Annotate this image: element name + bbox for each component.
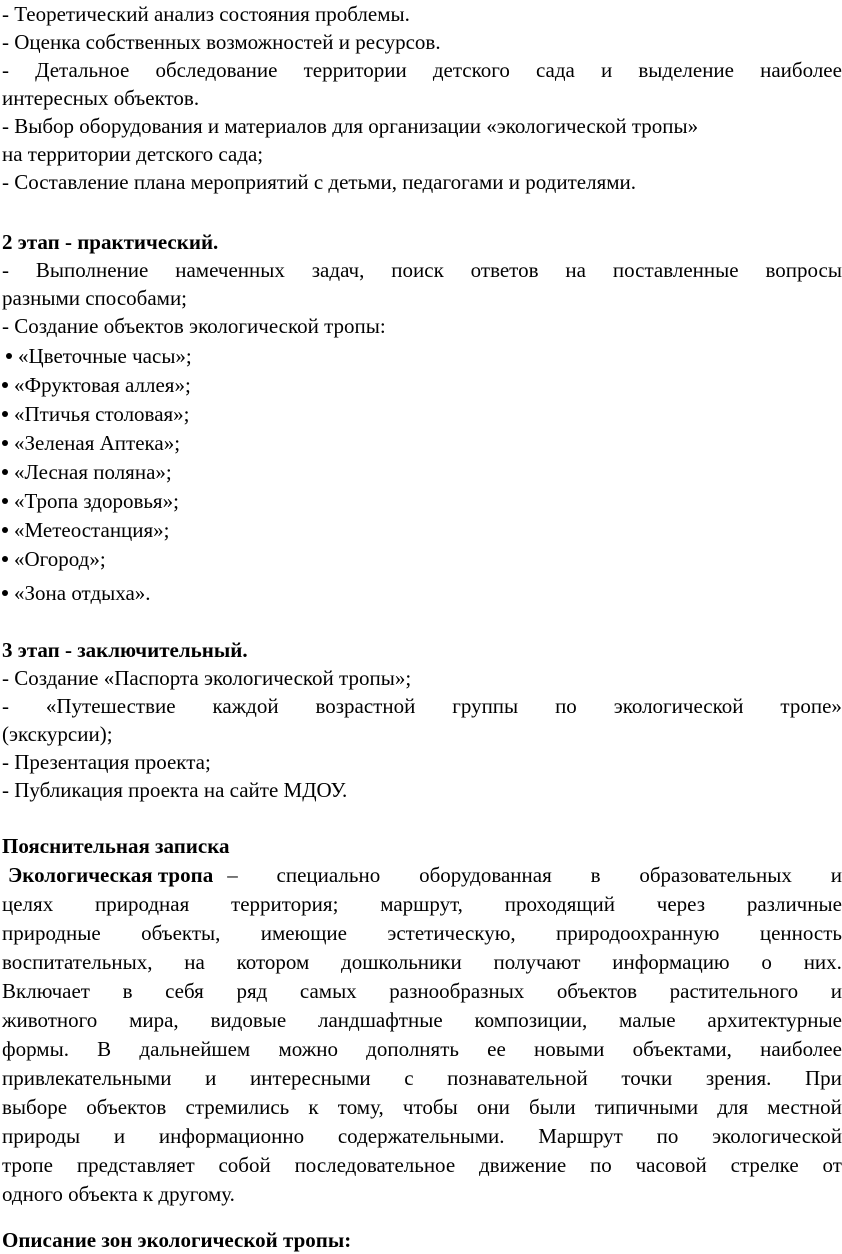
- word: –: [227, 863, 238, 887]
- word: содержательными.: [337, 1124, 505, 1148]
- section-heading-stage2: 2 этап - практический.: [2, 230, 219, 254]
- word: в: [122, 979, 133, 1003]
- word: выборе: [2, 1095, 68, 1119]
- word: намеченных: [175, 258, 285, 282]
- word: ландшафтные: [317, 1008, 443, 1032]
- text-line: - Публикация проекта на сайте МДОУ.: [2, 778, 348, 802]
- word: для: [717, 1095, 749, 1119]
- word: обследование: [155, 58, 278, 82]
- word: вопросы: [765, 258, 842, 282]
- word: ответов: [470, 258, 539, 282]
- word: оборудованная: [419, 863, 552, 887]
- justified-line: [2, 1093, 842, 1121]
- text-line: - Создание объектов экологической тропы:: [2, 314, 386, 338]
- word: движение: [478, 1153, 567, 1177]
- bullet-icon: [2, 382, 8, 388]
- word: образовательных: [639, 863, 792, 887]
- justified-line: [2, 256, 842, 284]
- word: природная: [94, 892, 190, 916]
- word: познавательной: [447, 1066, 588, 1090]
- word: различные: [746, 892, 842, 916]
- word: точки: [621, 1066, 673, 1090]
- word: них.: [803, 950, 842, 974]
- word: животного: [2, 1008, 98, 1032]
- word: наиболее: [760, 58, 842, 82]
- list-item-text: «Фруктовая аллея»;: [14, 373, 191, 397]
- justified-line: [2, 948, 842, 976]
- word: архитектурные: [707, 1008, 842, 1032]
- list-item: [2, 487, 179, 515]
- word: имеющие: [260, 921, 347, 945]
- word: природоохранную: [555, 921, 720, 945]
- word: интересными: [250, 1066, 371, 1090]
- word: типичными: [594, 1095, 699, 1119]
- bullet-icon: [2, 527, 8, 533]
- word: В: [97, 1037, 112, 1061]
- word: объектов: [86, 1095, 167, 1119]
- section-heading-stage3: 3 этап - заключительный.: [2, 638, 248, 662]
- justified-line: [2, 977, 842, 1005]
- word: дошкольники: [341, 950, 462, 974]
- word: объекты,: [141, 921, 221, 945]
- note-first-line: [8, 861, 842, 889]
- word: собой: [218, 1153, 271, 1177]
- word: на: [184, 950, 205, 974]
- word: тропе»: [780, 694, 842, 718]
- word: экологической: [712, 1124, 842, 1148]
- text-line: на территории детского сада;: [2, 142, 264, 166]
- word: получают: [493, 950, 581, 974]
- list-item-text: «Цветочные часы»;: [18, 344, 192, 368]
- bullet-icon: [2, 469, 8, 475]
- word: территории: [303, 58, 407, 82]
- word: выделение: [638, 58, 734, 82]
- word: последовательное: [294, 1153, 456, 1177]
- word: видовые: [210, 1008, 287, 1032]
- word: стремились: [185, 1095, 290, 1119]
- justified-words: [227, 861, 842, 889]
- justified-line: [2, 56, 842, 84]
- word: местной: [767, 1095, 842, 1119]
- text-line: интересных объектов.: [2, 86, 200, 110]
- word: ценность: [759, 921, 842, 945]
- list-item-text: «Тропа здоровья»;: [14, 489, 179, 513]
- list-item: [2, 458, 172, 486]
- word: природы: [2, 1124, 81, 1148]
- word: природные: [2, 921, 101, 945]
- bullet-icon: [6, 353, 12, 359]
- word: о: [761, 950, 772, 974]
- word: наиболее: [760, 1037, 842, 1061]
- word: мира,: [129, 1008, 179, 1032]
- word: объектами,: [632, 1037, 732, 1061]
- word: Выполнение: [35, 258, 149, 282]
- word: -: [2, 694, 9, 718]
- text-line: - Оценка собственных возможностей и ресурсов.: [2, 30, 441, 54]
- text-line: одного объекта к другому.: [2, 1182, 235, 1206]
- list-item-text: «Метеостанция»;: [14, 518, 170, 542]
- list-item: [2, 429, 180, 457]
- word: информацию: [612, 950, 730, 974]
- justified-line: [2, 1151, 842, 1179]
- word: целях: [2, 892, 54, 916]
- word: и: [113, 1124, 126, 1148]
- bullet-icon: [2, 411, 8, 417]
- text-line: - Составление плана мероприятий с детьми, педагогами и родителями.: [2, 170, 636, 194]
- list-item-text: «Зеленая Аптека»;: [14, 431, 181, 455]
- word: ряд: [236, 979, 268, 1003]
- word: и: [830, 863, 842, 887]
- word: от: [822, 1153, 842, 1177]
- word: -: [2, 58, 9, 82]
- word: можно: [278, 1037, 338, 1061]
- list-item: [2, 371, 191, 399]
- word: по: [656, 1124, 679, 1148]
- word: -: [2, 258, 9, 282]
- text-line: - Создание «Паспорта экологической тропы»;: [2, 666, 412, 690]
- bullet-icon: [2, 498, 8, 504]
- text-line: (экскурсии);: [2, 722, 113, 746]
- word: поиск: [391, 258, 444, 282]
- section-heading-zones: Описание зон экологической тропы:: [2, 1228, 352, 1252]
- text-line: - Выбор оборудования и материалов для организации «экологической тропы»: [2, 114, 699, 138]
- word: Детальное: [35, 58, 130, 82]
- word: маршрут,: [380, 892, 463, 916]
- word: в: [590, 863, 601, 887]
- word: на: [565, 258, 586, 282]
- word: композиции,: [474, 1008, 588, 1032]
- word: и: [205, 1066, 217, 1090]
- word: Включает: [2, 979, 90, 1003]
- word: котором: [236, 950, 310, 974]
- word: формы.: [2, 1037, 69, 1061]
- word: по: [590, 1153, 612, 1177]
- bullet-icon: [2, 556, 8, 562]
- word: по: [555, 694, 577, 718]
- justified-line: [2, 890, 842, 918]
- list-item: [2, 400, 190, 428]
- word: специально: [276, 863, 381, 887]
- list-item: [6, 342, 192, 370]
- list-item: [2, 579, 151, 607]
- list-item-text: «Огород»;: [14, 547, 106, 571]
- word: тропе: [2, 1153, 53, 1177]
- word: ее: [487, 1037, 506, 1061]
- list-item-text: «Лесная поляна»;: [14, 460, 172, 484]
- text-line: разными способами;: [2, 286, 188, 310]
- word: детского: [432, 58, 510, 82]
- list-item-text: «Птичья столовая»;: [14, 402, 190, 426]
- word: сада: [535, 58, 575, 82]
- word: новыми: [534, 1037, 605, 1061]
- word: они: [476, 1095, 510, 1119]
- word: поставленные: [612, 258, 739, 282]
- word: «Путешествие: [45, 694, 176, 718]
- justified-line: [2, 1122, 842, 1150]
- text-line: - Теоретический анализ состояния проблемы.: [2, 2, 410, 26]
- word: малые: [619, 1008, 676, 1032]
- word: Маршрут: [538, 1124, 623, 1148]
- section-heading-note: Пояснительная записка: [2, 834, 230, 858]
- list-item: [2, 516, 170, 544]
- word: При: [805, 1066, 842, 1090]
- list-item: [2, 545, 106, 573]
- word: часовой: [635, 1153, 707, 1177]
- word: себя: [165, 979, 204, 1003]
- word: чтобы: [402, 1095, 458, 1119]
- justified-line: [2, 1035, 842, 1063]
- word: дополнять: [366, 1037, 459, 1061]
- word: и: [830, 979, 842, 1003]
- text-line: - Презентация проекта;: [2, 750, 211, 774]
- word: через: [656, 892, 706, 916]
- word: и: [600, 58, 613, 82]
- word: дальнейшем: [139, 1037, 251, 1061]
- word: проходящий: [504, 892, 616, 916]
- bullet-icon: [2, 440, 8, 446]
- justified-line: [2, 1064, 842, 1092]
- list-item-text: «Зона отдыха».: [14, 581, 151, 605]
- word: информационно: [158, 1124, 305, 1148]
- word: были: [529, 1095, 576, 1119]
- word: экологической: [613, 694, 744, 718]
- word: воспитательных,: [2, 950, 153, 974]
- word: разнообразных: [389, 979, 525, 1003]
- justified-line: [2, 1006, 842, 1034]
- word: возрастной: [315, 694, 416, 718]
- word: с: [404, 1066, 414, 1090]
- word: эстетическую,: [387, 921, 516, 945]
- word: территория;: [231, 892, 339, 916]
- word: зрения.: [705, 1066, 772, 1090]
- term-ecological-path: Экологическая тропа: [8, 863, 214, 887]
- word: группы: [452, 694, 519, 718]
- word: объектов: [556, 979, 638, 1003]
- bullet-icon: [2, 590, 8, 596]
- justified-line: [2, 692, 842, 720]
- word: к: [308, 1095, 319, 1119]
- word: стрелке: [730, 1153, 799, 1177]
- word: каждой: [212, 694, 279, 718]
- word: привлекательными: [2, 1066, 172, 1090]
- word: растительного: [669, 979, 799, 1003]
- justified-line: [2, 919, 842, 947]
- word: тому,: [337, 1095, 384, 1119]
- word: задач,: [311, 258, 365, 282]
- word: представляет: [76, 1153, 195, 1177]
- word: самых: [299, 979, 357, 1003]
